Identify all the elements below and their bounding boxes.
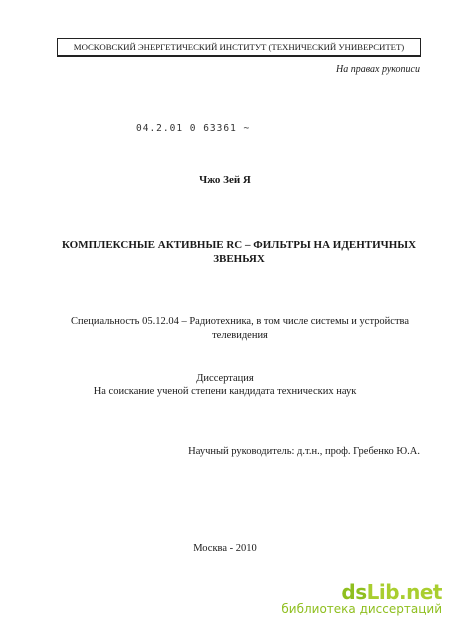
rights-note: На правах рукописи	[336, 64, 420, 75]
dissertation-label: Диссертация	[196, 373, 254, 384]
author-name: Чжо Зей Я	[199, 174, 251, 186]
specialty-line-2: телевидения	[212, 330, 268, 341]
title-line-2: ЗВЕНЬЯХ	[213, 253, 265, 265]
scientific-supervisor: Научный руководитель: д.т.н., проф. Гребенко Ю.А.	[188, 446, 420, 457]
specialty	[60, 315, 420, 343]
dslib-subtitle: библиотека диссертаций	[281, 602, 442, 616]
institute-header: МОСКОВСКИЙ ЭНЕРГЕТИЧЕСКИЙ ИНСТИТУТ (ТЕХНИЧЕСКИЙ УНИВЕРСИТЕТ)	[57, 38, 421, 57]
dissertation-title	[58, 238, 420, 266]
city-year: Москва - 2010	[193, 543, 257, 554]
specialty-line-1: Специальность 05.12.04 – Радиотехника, в том числе системы и устройства	[70, 316, 410, 327]
dslib-logo: dsLib.net	[341, 580, 442, 604]
archive-stamp-number: 04.2.01 0 63361 ~	[136, 123, 251, 134]
dslib-watermark	[281, 580, 442, 616]
degree-statement: На соискание ученой степени кандидата технических наук	[93, 386, 357, 397]
title-line-1: КОМПЛЕКСНЫЕ АКТИВНЫЕ RC – ФИЛЬТРЫ НА ИДЕНТИЧНЫХ	[61, 239, 417, 251]
